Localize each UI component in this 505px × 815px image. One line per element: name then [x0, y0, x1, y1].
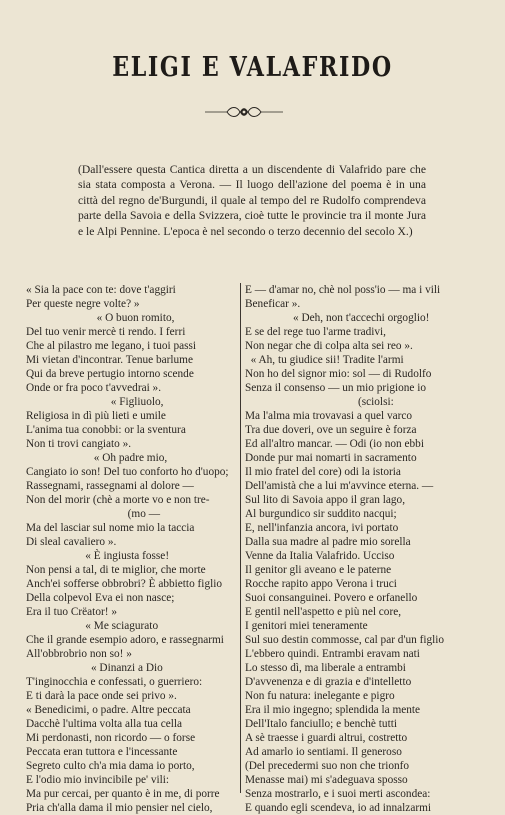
- verse-line: Di sleal cavaliero ».: [26, 536, 117, 548]
- verse-line: Non ti trovi cangiato ».: [26, 438, 132, 450]
- verse-line: Donde pur mai nomarti in sacramento: [245, 452, 417, 464]
- verse-line: « Benedicimi, o padre. Altre peccata: [26, 704, 191, 716]
- verse-line: (sciolsi:: [245, 396, 394, 408]
- verse-line: « Sia la pace con te: dove t'aggiri: [26, 284, 176, 296]
- verse-line: « Me sciagurato: [26, 620, 159, 632]
- verse-line: E se del rege tuo l'arme tradivi,: [245, 326, 386, 338]
- verse-line: « Figliuolo,: [26, 396, 164, 408]
- intro-paragraph: (Dall'essere questa Cantica diretta a un discendente di Valafrido pare che sia stata composta a Verona. — Il luogo dell'azione del poema è in una città del regno de'Burgundi, il quale al tempo del re Rudolfo comprendeva parte della Savoia e della Svizzera, cioè tutte le provincie tra il monte Jura e le Alpi Pennine. L'epoca è nel secondo o terzo decennio del secolo X.): [78, 163, 426, 238]
- verse-line: Ma l'alma mia trovavasi a quel varco: [245, 410, 413, 422]
- verse-line: Sul lito di Savoia appo il gran lago,: [245, 494, 406, 506]
- verse-line: Sul suo destin commosse, cal par d'un figlio: [245, 634, 445, 646]
- verse-line: Non ho del signor mio: sol — di Rudolfo: [245, 368, 432, 380]
- verse-line: E ti darà la pace onde sei privo ».: [26, 690, 177, 702]
- verse-line: « Deh, non t'accechi orgoglio!: [245, 312, 430, 324]
- verse-line: Del tuo venir mercè ti rendo. I ferri: [26, 326, 186, 338]
- verse-line: A sè traesse i guardi altrui, costretto: [245, 732, 408, 744]
- verse-line: Mi perdonasti, non ricordo — o forse: [26, 732, 196, 744]
- verse-line: All'obbrobrio non so! »: [26, 648, 132, 660]
- verse-line: E quando egli scendeva, io ad innalzarmi: [245, 802, 432, 814]
- verse-line: Dacchè l'ultima volta alla tua cella: [26, 718, 183, 730]
- verse-line: Qui da breve pertugio intorno scende: [26, 368, 194, 380]
- verse-line: T'inginocchia e confessati, o guerriero:: [26, 676, 203, 688]
- verse-line: Non fu natura: inelegante e pigro: [245, 690, 395, 702]
- verse-line: Non pensi a tal, di te miglior, che morte: [26, 564, 206, 576]
- verse-line: I genitori miei teneramente: [245, 620, 368, 632]
- left-column: [26, 283, 239, 815]
- verse-line: Ma pur cercai, per quanto è in me, di porre: [26, 788, 220, 800]
- verse-line: Della colpevol Eva ei non nasce;: [26, 592, 175, 604]
- verse-line: Il mio fratel del core) odi la istoria: [245, 466, 401, 478]
- verse-line: « È ingiusta fosse!: [26, 550, 170, 562]
- verse-line: « Ah, tu giudice sii! Tradite l'armi: [245, 354, 404, 366]
- verse-line: Peccata eran tuttora e l'incessante: [26, 746, 178, 758]
- verse-line: Menasse mai) mi s'adeguava sposso: [245, 774, 408, 786]
- verse-line: Era il tuo Crëator! »: [26, 606, 117, 618]
- verse-line: Dalla sua madre al padre mio sorella: [245, 536, 411, 548]
- verse-line: Ma del lasciar sul nome mio la taccia: [26, 522, 195, 534]
- verse-line: « Dinanzi a Dio: [26, 662, 163, 674]
- verse-line: Mi vietan d'incontrar. Tenue barlume: [26, 354, 193, 366]
- column-divider: [240, 283, 241, 793]
- verse-line: Pria ch'alla dama il mio pensier nel cielo,: [26, 802, 213, 814]
- verse-line: D'avvenenza e di grazia e d'intelletto: [245, 676, 412, 688]
- verse-line: Onde or fra poco t'avvedrai ».: [26, 382, 162, 394]
- verse-line: Ed all'altro mancar. — Odi (io non ebbi: [245, 438, 424, 450]
- verse-line: Beneficar ».: [245, 298, 301, 310]
- verse-line: Venne da Italia Valafrido. Ucciso: [245, 550, 395, 562]
- verse-line: Per queste negre volte? »: [26, 298, 140, 310]
- verse-line: E — d'amar no, chè nol poss'io — ma i vili: [245, 284, 441, 296]
- decorative-flourish-icon: [205, 104, 283, 120]
- verse-line: Che il grande esempio adoro, e rassegnarmi: [26, 634, 224, 646]
- right-column: [245, 283, 488, 815]
- verse-line: (Del precedermi suo non che trionfo: [245, 760, 410, 772]
- verse-line: Non del morir (chè a morte vo e non tre-: [26, 494, 210, 506]
- verse-line: Tra due doveri, ove un seguire è forza: [245, 424, 417, 436]
- verse-line: Anch'ei sofferse obbrobri? È abbietto figlio: [26, 578, 223, 590]
- verse-line: E gentil nell'aspetto e più nel core,: [245, 606, 402, 618]
- verse-line: Il genitor gli aveano e le paterne: [245, 564, 392, 576]
- verse-line: Religiosa in dì più lieti e umile: [26, 410, 166, 422]
- verse-line: Cangiato io son! Del tuo conforto ho d'uopo;: [26, 466, 229, 478]
- verse-line: Senza il consenso — un mio prigione io: [245, 382, 427, 394]
- verse-line: E l'odio mio invincibile pe' vili:: [26, 774, 170, 786]
- verse-line: L'ebbero quindi. Entrambi eravam nati: [245, 648, 420, 660]
- verse-line: Suoi consanguinei. Povero e orfanello: [245, 592, 418, 604]
- verse-line: Al burgundico sir suddito nacqui;: [245, 508, 397, 520]
- verse-line: Lo stesso dì, ma liberale a entrambi: [245, 662, 406, 674]
- verse-line: Rocche rapito appo Verona i truci: [245, 578, 397, 590]
- verse-line: Senza mostrarlo, e i suoi merti ascondea:: [245, 788, 431, 800]
- verse-line: Che al pilastro me legano, i tuoi passi: [26, 340, 197, 352]
- verse-line: Segreto culto ch'a mia dama io porto,: [26, 760, 195, 772]
- verse-line: « Oh padre mio,: [26, 452, 168, 464]
- verse-line: Rassegnami, rassegnami al dolore —: [26, 480, 194, 492]
- page-title: ELIGI E VALAFRIDO: [112, 52, 393, 83]
- verse-line: Dell'amistà che a lui m'avvince eterna. —: [245, 480, 434, 492]
- verse-line: Dell'Italo fanciullo; e benchè tutti: [245, 718, 397, 730]
- verse-line: Non negar che di colpa alta sei reo ».: [245, 340, 413, 352]
- verse-line: Ad amarlo io sentiami. Il generoso: [245, 746, 402, 758]
- verse-line: « O buon romito,: [26, 312, 175, 324]
- verse-line: Era il mio ingegno; splendida la mente: [245, 704, 421, 716]
- verse-line: (mo —: [26, 508, 160, 520]
- verse-line: E, nell'infanzia ancora, ivi portato: [245, 522, 399, 534]
- verse-line: L'anima tua conobbi: or la sventura: [26, 424, 186, 436]
